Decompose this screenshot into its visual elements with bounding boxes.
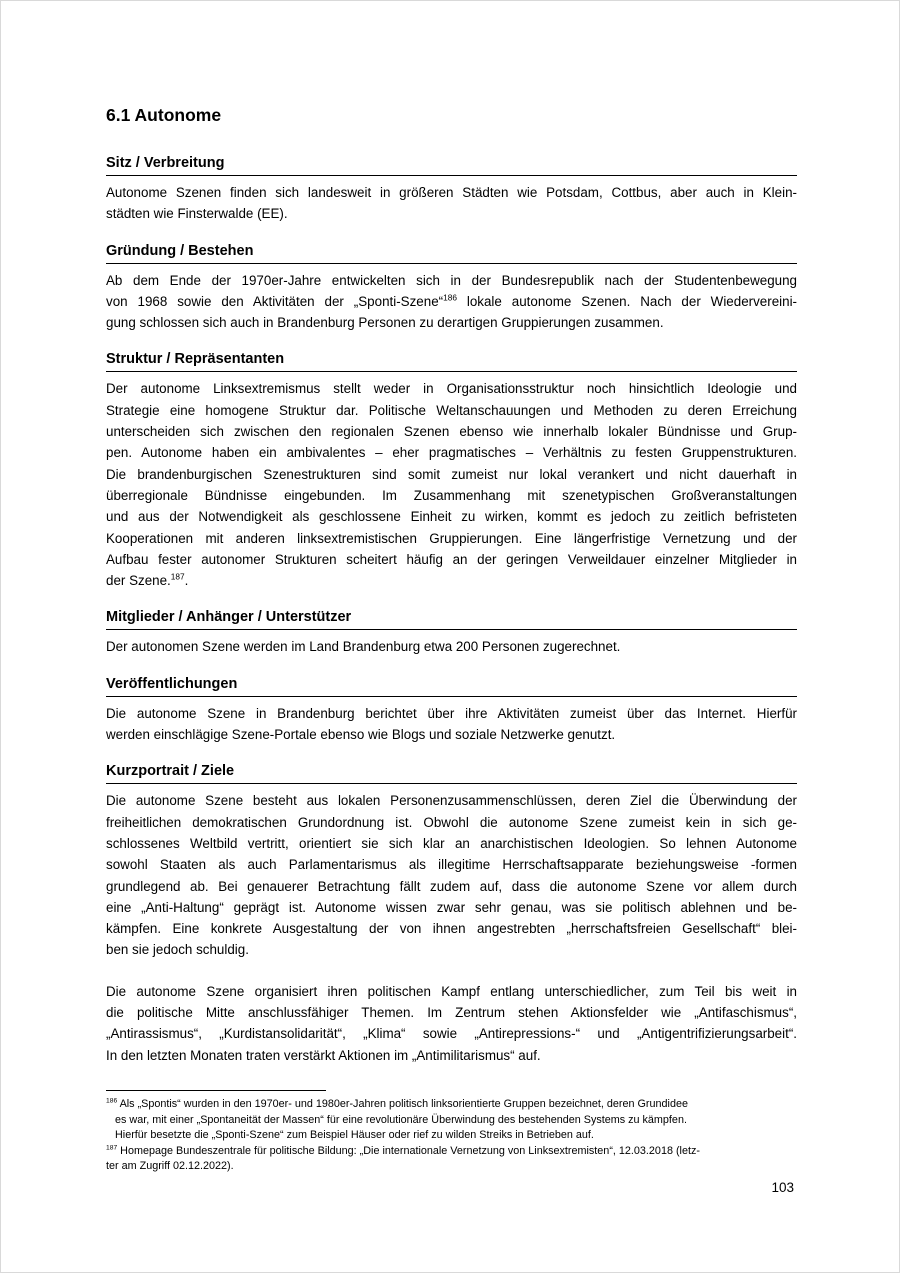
text-line: von 1968 sowie den Aktivitäten der „Sponti-Szene“$^{186}$ lokale autonome Szenen. Nach der Wiedervereini- bbox=[106, 292, 798, 309]
text-line: und aus der Notwendigkeit als geschlossene Einheit zu wirken, kommt es jedoch zu zeitlich befristeten bbox=[106, 509, 797, 525]
paragraph bbox=[106, 703, 797, 746]
footnote-reference: 186 bbox=[443, 292, 457, 303]
text-line: ben sie jedoch schuldig. bbox=[106, 942, 249, 958]
text-line: Die autonome Szene organisiert ihren politischen Kampf entlang unterschiedlicher, zum Teil bis weit in bbox=[106, 983, 797, 999]
paragraph bbox=[106, 182, 797, 225]
text-line: Aufbau fester autonomer Strukturen scheitert häufig an der geringen Verweildauer einzelner Mitglieder in bbox=[106, 551, 797, 567]
footnote-reference: 187 bbox=[106, 1144, 118, 1152]
text-line: Kooperationen mit anderen linksextremistischen Gruppierungen. Eine längerfristige Vernetzung und der bbox=[106, 530, 797, 546]
text-line: kämpfen. Eine konkrete Ausgestaltung der von ihnen angestrebten „herrschaftsfreien Gesellschaft“ blei- bbox=[106, 921, 797, 937]
footnote-reference: 187 bbox=[170, 571, 185, 582]
document-section bbox=[106, 609, 797, 657]
section-heading: Mitglieder / Anhänger / Unterstützer bbox=[106, 609, 797, 630]
document-section bbox=[106, 676, 797, 746]
paragraph bbox=[106, 636, 797, 657]
text-line: schlossenes Weltbild vertritt, orientiert sie sich klar an anarchistischen Ideologien. So lehnen Autonome bbox=[106, 835, 797, 851]
footnote bbox=[106, 1144, 797, 1175]
paragraph bbox=[106, 378, 797, 591]
text-line: Die brandenburgischen Szenestrukturen sind somit zumeist nur lokal verankert und nicht dauerhaft in bbox=[106, 466, 797, 482]
footnote-reference: 186 bbox=[106, 1097, 118, 1105]
page-number: 103 bbox=[771, 1180, 794, 1195]
footnote-line: $^{187}$ Homepage Bundeszentrale für politische Bildung: „Die internationale Vernetzung von Linksextremisten“, 12.03.2018 (letz- bbox=[106, 1144, 700, 1157]
document-section bbox=[106, 155, 797, 225]
section-heading: Sitz / Verbreitung bbox=[106, 155, 797, 176]
footnote bbox=[106, 1097, 797, 1144]
paragraph bbox=[106, 981, 797, 1066]
section-heading: Struktur / Repräsentanten bbox=[106, 351, 797, 372]
page-content bbox=[106, 1, 797, 1175]
text-line: Der autonome Linksextremismus stellt weder in Organisationsstruktur noch hinsichtlich Ideologie und bbox=[106, 381, 797, 397]
text-line: Die autonome Szene besteht aus lokalen Personenzusammenschlüssen, deren Ziel die Überwindung der bbox=[106, 793, 797, 809]
text-line: unterscheiden sich zwischen den regionalen Szenen ebenso wie innerhalb lokaler Bündnisse und Grup- bbox=[106, 424, 797, 440]
document-section bbox=[106, 763, 797, 1066]
sections-container bbox=[106, 155, 797, 1066]
section-heading: Veröffentlichungen bbox=[106, 676, 797, 697]
footnote-line: ter am Zugriff 02.12.2022). bbox=[106, 1160, 234, 1173]
text-line: Strategie eine homogene Struktur dar. Politische Weltanschauungen und Methoden zu deren Erreichung bbox=[106, 402, 797, 418]
text-line: sowohl Staaten als auch Parlamentarismus als illegitime Herrschaftsapparate beziehungsweise -formen bbox=[106, 857, 797, 873]
text-line: gung schlossen sich auch in Brandenburg Personen zu derartigen Gruppierungen zusammen. bbox=[106, 315, 664, 331]
text-line: die politische Mitte anschlussfähiger Themen. Im Zentrum stehen Aktionsfelder wie „Antifaschismus“, bbox=[106, 1005, 797, 1021]
text-line: der Szene.$^{187}$. bbox=[106, 571, 189, 589]
section-heading: Kurzportrait / Ziele bbox=[106, 763, 797, 784]
text-line: In den letzten Monaten traten verstärkt Aktionen im „Antimilitarismus“ auf. bbox=[106, 1047, 541, 1063]
footnote-line: $^{186}$ Als „Spontis“ wurden in den 1970er- und 1980er-Jahren politisch linksorientierte Gruppen bezeichnet, deren Grundidee bbox=[106, 1097, 688, 1110]
footnote-line: es war, mit einer „Spontaneität der Massen“ für eine revolutionäre Überwindung des bestehenden Systems zu kämpfen. bbox=[115, 1113, 687, 1126]
text-line: grundlegend ab. Bei genauerer Betrachtung fällt zudem auf, dass die autonome Szene vor allem durch bbox=[106, 878, 797, 894]
text-line: städten wie Finsterwalde (EE). bbox=[106, 206, 288, 222]
document-section bbox=[106, 243, 797, 334]
paragraph bbox=[106, 270, 797, 334]
text-line: „Antirassismus“, „Kurdistansolidarität“, „Klima“ sowie „Antirepressions-“ und „Antigentrifizierungsarbeit“. bbox=[106, 1026, 797, 1042]
text-line: Autonome Szenen finden sich landesweit in größeren Städten wie Potsdam, Cottbus, aber auch in Klein- bbox=[106, 185, 797, 200]
section-heading: Gründung / Bestehen bbox=[106, 243, 797, 264]
text-line: Ab dem Ende der 1970er-Jahre entwickelten sich in der Bundesrepublik nach der Studentenbewegung bbox=[106, 272, 797, 288]
text-line: Der autonomen Szene werden im Land Brandenburg etwa 200 Personen zugerechnet. bbox=[106, 639, 621, 655]
chapter-title: 6.1 Autonome bbox=[106, 105, 222, 125]
footnote-separator-rule bbox=[106, 1090, 326, 1091]
footnotes-container bbox=[106, 1097, 797, 1175]
paragraph bbox=[106, 790, 797, 960]
text-line: freiheitlichen demokratischen Grundordnung ist. Obwohl die autonome Szene zumeist kein in sich ge- bbox=[106, 814, 797, 830]
text-line: eine „Anti-Haltung“ geprägt ist. Autonome wissen zwar sehr genau, was sie politisch ablehnen und be- bbox=[106, 899, 797, 915]
footnote-line: Hierfür besetzte die „Sponti-Szene“ zum Beispiel Häuser oder rief zu wilden Streiks in Betrieben auf. bbox=[115, 1129, 594, 1142]
text-line: werden einschlägige Szene-Portale ebenso wie Blogs und soziale Netzwerke genutzt. bbox=[106, 727, 616, 743]
text-line: Die autonome Szene in Brandenburg berichtet über ihre Aktivitäten zumeist über das Internet. Hierfür bbox=[106, 705, 797, 721]
text-line: pen. Autonome haben ein ambivalentes – eher pragmatisches – Verhältnis zu festen Gruppenstrukturen. bbox=[106, 445, 797, 461]
document-section bbox=[106, 351, 797, 591]
text-line: überregionale Bündnisse eingebunden. Im Zusammenhang mit szenetypischen Großveranstaltungen bbox=[106, 487, 797, 503]
